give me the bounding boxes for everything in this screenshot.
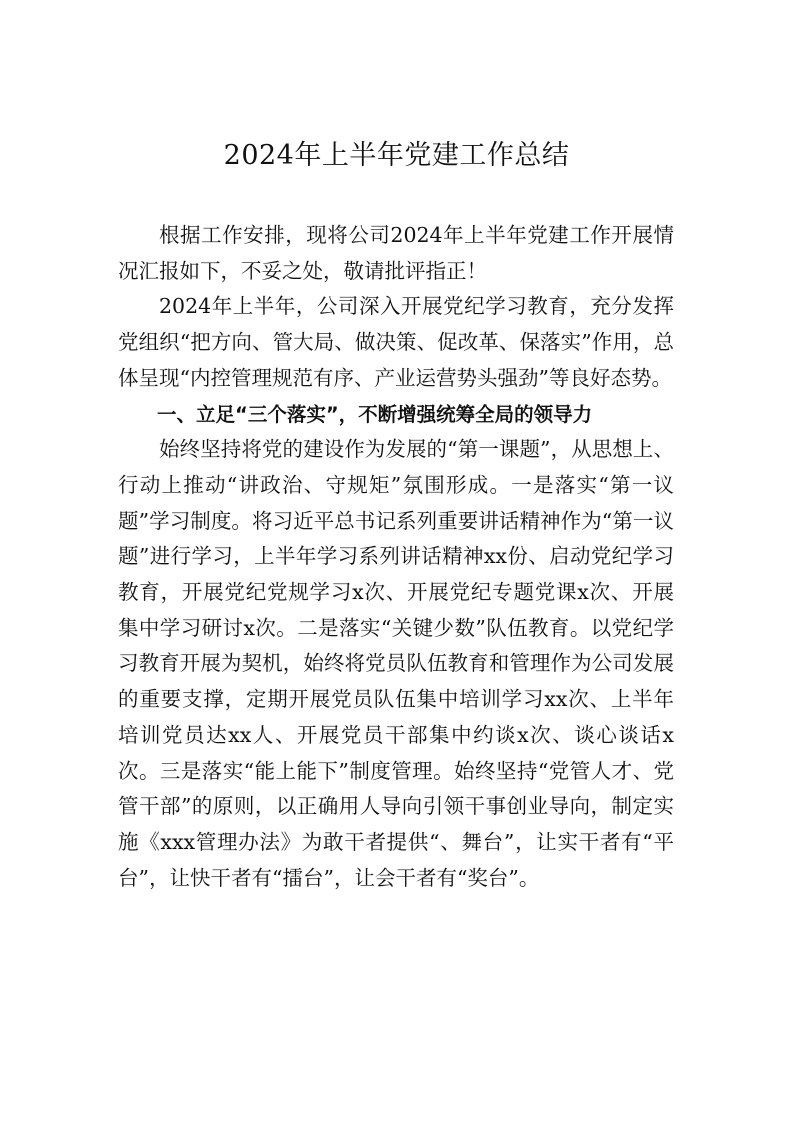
section-heading: 一、立足“三个落实”，不断增强统筹全局的领导力 (157, 402, 593, 426)
document-title: 2024年上半年党建工作总结 (223, 140, 570, 171)
intro-paragraph: 根据工作安排，现将公司2024年上半年党建工作开展情况汇报如下，不妥之处，敬请批评指正！ (118, 223, 674, 283)
document-body (118, 218, 674, 896)
overview-paragraph: 2024年上半年，公司深入开展党纪学习教育，充分发挥党组织“把方向、管大局、做决策、促改革、保落实”作用，总体呈现“内控管理规范有序、产业运营势头强劲”等良好态势。 (118, 294, 674, 390)
section-body-paragraph: 始终坚持将党的建设作为发展的“第一课题”，从思想上、行动上推动“讲政治、守规矩”氛围形成。一是落实“第一议题”学习制度。将习近平总书记系列重要讲话精神作为“第一议题”进行学习，上半年学习系列讲话精神xx份、启动党纪学习教育，开展党纪党规学习x次、开展党纪专题党课x次、开展集中学习研讨x次。二是落实“关键少数”队伍教育。以党纪学习教育开展为契机，始终将党员队伍教育和管理作为公司发展的重要支撑，定期开展党员队伍集中培训学习xx次、上半年培训党员达xx人、开展党员干部集中约谈x次、谈心谈话x次。三是落实“能上能下”制度管理。始终坚持“党管人才、党管干部”的原则，以正确用人导向引领干事创业导向，制定实施《xxx管理办法》为敢干者提供“、舞台”，让实干者有“平台”，让快干者有“擂台”，让会干者有“奖台”。 (118, 437, 674, 890)
